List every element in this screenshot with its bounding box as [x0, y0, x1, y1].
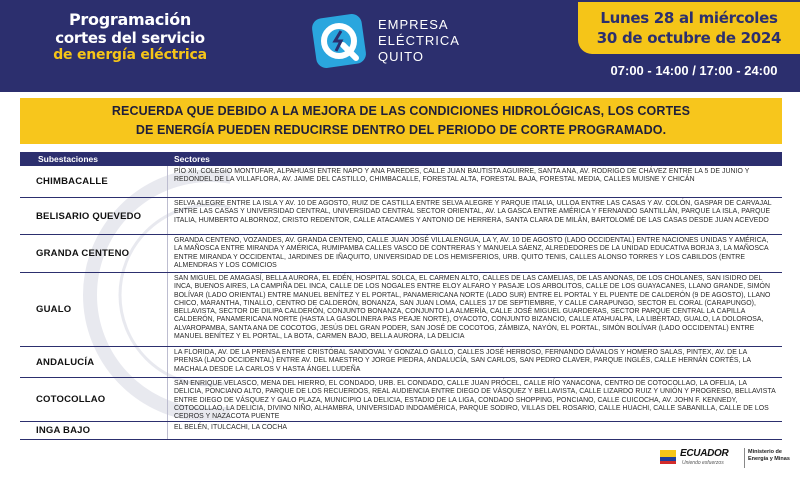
- ecuador-slogan: Uniendo esfuerzos: [682, 460, 724, 466]
- ministry-line-1: Ministerio de: [748, 449, 782, 455]
- company-line-1: EMPRESA: [378, 17, 449, 32]
- outage-hours: 07:00 - 14:00 / 17:00 - 24:00: [610, 63, 778, 78]
- date-line-2: 30 de octubre de 2024: [596, 29, 782, 47]
- substation-name: INGA BAJO: [20, 422, 168, 439]
- sector-list: SELVA ALEGRE ENTRE LA ISLA Y AV. 10 DE AGOSTO, RUIZ DE CASTILLA ENTRE SELVA ALEGRE Y PARQUE ITALIA, ULLOA ENTRE LAS CASAS Y AV. COLÓN, GASPAR DE CARVAJAL ENTRE LAS CASAS Y UNIVERSIDAD CENTRAL, UNIVERSIDAD CENTRAL SECTOR ORIENTAL, AV. LA GASCA ENTRE AMÉRICA Y FERNANDO SANTILLÁN, PARQUE LA ISLA, PARQUE ITALIA, HUMBERTO ALBORNOZ, CRISTO REDENTOR, CALLE ATACAMES Y ANTONIO DE HERRERA, SANTA CLARA DE MILÁN, BARTOLOMÉ DE LAS CASAS DESDE JUAN ACEVEDO: [174, 200, 772, 224]
- table-row: [20, 198, 782, 235]
- date-range-badge: [578, 2, 800, 54]
- substation-name: GUALO: [20, 273, 168, 346]
- substation-name: GRANDA CENTENO: [20, 235, 168, 272]
- sector-list: SAN ENRIQUE VELASCO, MENA DEL HIERRO, EL CONDADO, URB. EL CONDADO, CALLE JUAN PRÓCEL, CALLE RÍO YANACONA, CENTRO DE COTOCOLLAO, LA OFELIA, LA DELICIA, PONCIANO ALTO, PARQUE DE LOS RECUERDOS, REAL AUDIENCIA ENTRE DIEGO DE VÁSQUEZ Y BELLAVISTA, CALLE LIZARDO RUIZ Y UNIÓN Y PROGRESO, BELLAVISTA ENTRE DIEGO DE VÁSQUEZ Y GALO PLAZA, MUNICIPIO LA DELICIA, ESTADIO DE LA LIGA, CONDADO SHOPPING, PONCIANO, CALLE CUICOCHA, AV. JOHN F. KENNEDY, COTOCOLLAO, LA DELICIA, DIVINO NIÑO, ALHAMBRA, UNIVERSIDAD INDOAMÉRICA, PARQUE SODIRO, VILLAS DEL ROSARIO, CALLE HUACHI, CALLE SABANILLA, CALLE DE LOS CEDROS Y NAZACOTA PUENTE: [174, 380, 776, 421]
- title-line-2: cortes del servicio: [55, 29, 205, 47]
- ecuador-logo-text: ECUADOR: [680, 448, 729, 459]
- ecuador-flag-icon: [660, 450, 676, 464]
- title-line-3: de energía eléctrica: [53, 47, 207, 63]
- sector-list: LA FLORIDA, AV. DE LA PRENSA ENTRE CRISTÓBAL SANDOVAL Y GONZALO GALLO, CALLES JOSÉ HERBOSO, FERNANDO DÁVALOS Y HOMERO SALAS, PINTEX, AV. DE LA PRENSA (LADO OCCIDENTAL) ENTRE AV. DEL MAESTRO Y JORGE PIEDRA, ANDALUCÍA, SAN CARLOS, SAN PEDRO CLAVER, PARQUE INGLÉS, CALLE HERNÁN CORTÉS, LA MACHALA DESDE LA CARLOS V HASTA ÁNGEL LUDEÑA: [174, 349, 751, 373]
- table-header: [20, 152, 782, 166]
- sector-list: GRANDA CENTENO, VOZANDES, AV. GRANDA CENTENO, CALLE JUAN JOSÉ VILLALENGUA, LA Y, AV. 10 DE AGOSTO (LADO OCCIDENTAL) ENTRE NACIONES UNIDAS Y AMÉRICA, LA MAÑOSCA ENTRE MIRANDA Y AMÉRICA, RUMIPAMBA CALLES VASCO DE CONTRERAS Y MANUELA SÁENZ, ALREDEDORES DE LA UNIDAD EDUCATIVA BORJA 3, LA MAÑOSCA ENTRE MIRANDA Y OCCIDENTAL, JARDINES DE IÑAQUITO, UNIVERSIDAD DE LOS HEMISFERIOS, URB. QUITO TENIS, CALLES ALONSO TORRES Y LOS CABILDOS (ENTRE ALMENDRAS Y LOS COMICIOS: [174, 237, 769, 269]
- header-substations: Subestaciones: [38, 154, 98, 164]
- substation-name: BELISARIO QUEVEDO: [20, 198, 168, 234]
- company-line-3: QUITO: [378, 49, 424, 64]
- title-line-1: Programación: [69, 10, 191, 29]
- sector-list: EL BELÉN, ITULCACHI, LA COCHA: [174, 424, 288, 431]
- ministry-line-2: Energía y Minas: [748, 455, 790, 462]
- table-row: [20, 166, 782, 198]
- table-row: [20, 347, 782, 378]
- table-row: [20, 235, 782, 273]
- notice-banner: [20, 98, 782, 144]
- substation-name: CHIMBACALLE: [20, 166, 168, 197]
- substation-name: ANDALUCÍA: [20, 347, 168, 377]
- table-row: [20, 378, 782, 422]
- page-title: [30, 10, 230, 64]
- table-row: [20, 422, 782, 440]
- date-line-1: Lunes 28 al miércoles: [600, 9, 778, 27]
- eeq-logo-icon: [310, 10, 372, 70]
- company-line-2: ELÉCTRICA: [378, 33, 460, 48]
- notice-line-1: RECUERDA QUE DEBIDO A LA MEJORA DE LAS CONDICIONES HIDROLÓGICAS, LOS CORTES: [111, 104, 691, 118]
- sector-list: PÍO XII, COLEGIO MONTUFAR, ALPAHUASI ENTRE NAPO Y ANA PAREDES, CALLE JUAN BAUTISTA AGUIRRE, SANTA ANA, AV. RODRIGO DE CHÁVEZ ENTRE LA 5 DE JUNIO Y REDONDEL DE LA VILLAFLORA, AV. JAIME DEL CASTILLO, CHIMBACALLE, FORESTAL ALTA, FORESTAL BAJA, FORESTAL MEDIA, CALLES MUISNE Y CHICÁN: [174, 168, 750, 184]
- ministry-label: [748, 449, 790, 462]
- footer-logos: [660, 448, 790, 472]
- header-sectors: Sectores: [174, 154, 210, 164]
- notice-line-2: DE ENERGÍA PUEDEN REDUCIRSE DENTRO DEL PERIODO DE CORTE PROGRAMADO.: [135, 123, 667, 137]
- table-row: [20, 273, 782, 347]
- company-name: [378, 17, 460, 65]
- header-bar: [0, 0, 800, 92]
- sector-list: SAN MIGUEL DE AMAGASÍ, BELLA AURORA, EL EDÉN, HOSPITAL SOLCA, EL CARMEN ALTO, CALLES DE LAS CAMELIAS, DE LAS ANONAS, DE LOS CHOLANES, SAN ISIDRO DEL INCA, BUENOS AIRES, LA CAMPIÑA DEL INCA, CALLE DE LOS NOGALES ENTRE ELOY ALFARO Y PASAJE LOS ARBOLITOS, CALLE DE LOS GUAYACANES, LLANO GRANDE, SIMÓN BOLÍVAR (LADO ORIENTAL) ENTRE MANUEL BENÍTEZ Y EL PORTAL, PANAMERICANA NORTE (LADO SUR) ENTRE EL PORTAL Y EL PUENTE DE CALDERÓN (9 DE AGOSTO), LLANO CHICO, MARANTHA, TINALLO, CENTRO DE CALDERÓN, BONANZA, SAN JUAN LOMA, CALLES 17 DE SEPTIEMBRE, Y CALLE CARAPUNGO, SECTOR EL CORAL (CARAPUNGO), BELLAVISTA, SECTOR DE DILIPA CALDERÓN, CONJUNTO BONANZA, CONJUNTO LA ALMERÍA, CALLE JOSÉ MIGUEL GUARDERAS, SECTOR PARQUE CENTRAL LA CAPILLA CALDERÓN, PANAMERICANA NORTE (HASTA LA GASOLINERA PAS PEAJE NORTE), OYACOTO, CONJUNTO BIZANCIO, CALLE ATAHUALPA, LA LIBERTAD, GUALO, LA DOLOROSA, ALVAROPAMBA, SANTA ANA DE COCOTOG, JESÚS DEL GRAN PODER, SAN JOSÉ DE COCOTOG, ZÁMBIZA, NAYÓN, EL PORTAL, SIMÓN BOLÍVAR (LADO OCCIDENTAL) ENTRE MANUEL BENÍTEZ Y EL PORTAL, LA BOTA, CARMEN BAJO, BELLA AURORA, LA DELICIA: [174, 275, 771, 341]
- substation-name: COTOCOLLAO: [20, 378, 168, 421]
- outage-schedule-table: [20, 152, 782, 440]
- footer-divider: [744, 448, 745, 468]
